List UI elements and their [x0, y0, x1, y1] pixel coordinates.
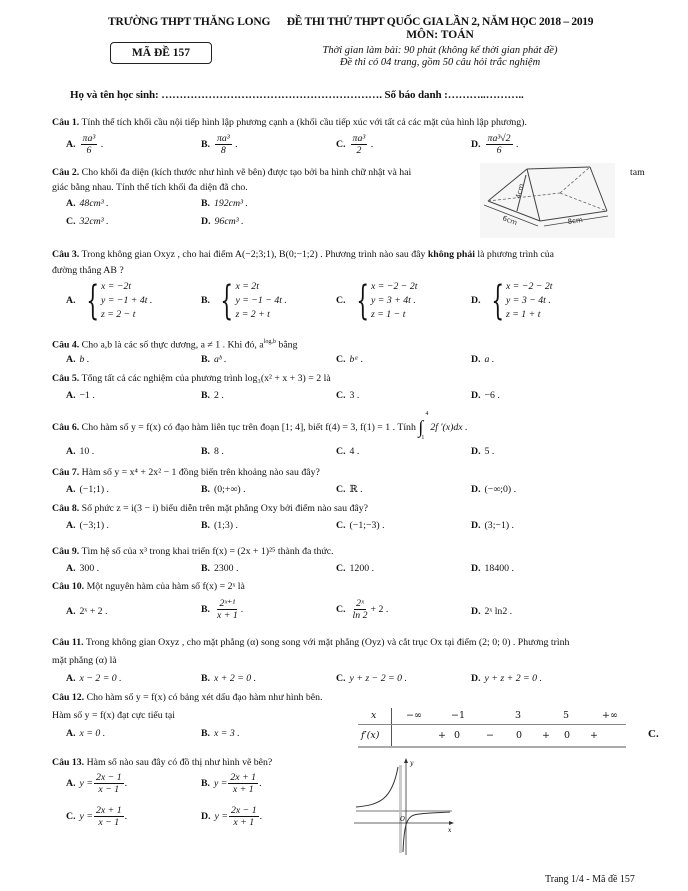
q4-option-c[interactable]: C. bᵃ . — [336, 354, 364, 365]
q9-option-d[interactable]: D. 18400 . — [471, 563, 514, 574]
q4-option-b[interactable]: B. aᵇ . — [201, 354, 227, 365]
question-4: Câu 4. Cho a,b là các số thực dương, a ≠ 1 . Khi đó, $a^{log_ab}$ bằng — [52, 339, 298, 351]
dim-label-6cm: 6cm — [501, 214, 519, 228]
q9-option-a[interactable]: A. 300 . — [66, 563, 100, 574]
curve-right-branch — [403, 812, 450, 852]
question-6: Câu 6. Cho hàm số y = f(x) có đạo hàm liên tục trên đoạn [1; 4], biết f(4) = 3, f(1) = 1 . Tính ∫ 4 1 2f ′(x)dx . — [52, 411, 468, 441]
q2-option-a[interactable]: A. 48cm³ . — [66, 198, 109, 209]
question-7: Câu 7. Hàm số y = x⁴ + 2x² − 1 đồng biến trên khoảng nào sau đây? — [52, 467, 320, 478]
exam-pages-info: Đề thi có 04 trang, gồm 50 câu hỏi trắc nghiệm — [339, 57, 541, 68]
q6-option-b[interactable]: B. 8 . — [201, 446, 224, 457]
dim-label-4cm: 4cm — [514, 182, 526, 200]
question-1: Câu 1. Tính thể tích khối cầu nội tiếp hình lập phương cạnh a (khối cầu tiếp xúc với tất cả các mặt của hình lập phương). — [52, 117, 527, 128]
q8-option-c[interactable]: C. (−1;−3) . — [336, 520, 385, 531]
question-2: Câu 2. Cho khối đa diện (kích thước như hình vẽ bên) được tạo bởi ba hình chữ nhật và hai — [52, 167, 412, 178]
q6-option-c[interactable]: C. 4 . — [336, 446, 360, 457]
q1-option-c[interactable]: C. $\frac{\text{πa³}}{2}$ . — [336, 133, 374, 156]
q3-option-d[interactable]: D. { x = −2 − 2t y = 3 − 4t . z = 1 + t — [471, 278, 553, 324]
q8-option-a[interactable]: A. (−3;1) . — [66, 520, 109, 531]
question-13: Câu 13. Hàm số nào sau đây có đồ thị như hình vẽ bên? — [52, 757, 273, 768]
q3-option-c[interactable]: C. { x = −2 − 2t y = 3 + 4t . z = 1 − t — [336, 278, 418, 324]
sign-table-x-value: −∞ — [406, 710, 422, 721]
sign-table-x-value: 3 — [515, 710, 522, 721]
q2-option-c[interactable]: C. 32cm³ . — [66, 216, 109, 227]
q4-option-a[interactable]: A. b . — [66, 354, 90, 365]
sign-table-fprime-label: f′(x) — [361, 730, 380, 741]
question-9: Câu 9. Tìm hệ số của x³ trong khai triển f(x) = (2x + 1)²⁵ thành đa thức. — [52, 546, 334, 557]
sign-table-rule — [358, 724, 626, 725]
q8-option-d[interactable]: D. (3;−1) . — [471, 520, 514, 531]
curve-left-branch — [356, 767, 398, 807]
q11-option-c[interactable]: C. y + z − 2 = 0 . — [336, 673, 407, 684]
q1-option-b[interactable]: B. $\frac{\text{πa³}}{8}$ . — [201, 133, 238, 156]
hyperbola-graph — [354, 755, 454, 855]
sign-table-sign: 0 — [454, 730, 461, 741]
sign-table-divider — [391, 708, 392, 747]
school-name: TRƯỜNG THPT THĂNG LONG — [108, 16, 271, 28]
q5-option-a[interactable]: A. −1 . — [66, 390, 95, 401]
q3-option-a[interactable]: A. { x = −2t y = −1 + 4t . z = 2 − t — [66, 278, 153, 324]
sign-table-x-value: +∞ — [602, 710, 618, 721]
student-info-line — [70, 89, 524, 101]
q5-option-b[interactable]: B. 2 . — [201, 390, 224, 401]
q13-option-b[interactable]: B. y = $\frac{2x + 1}{x + 1}$ . — [201, 772, 262, 795]
q1-option-a[interactable]: A. $\frac{\text{πa³}}{6}$ . — [66, 133, 104, 156]
q11-option-a[interactable]: A. x − 2 = 0 . — [66, 673, 122, 684]
q9-option-b[interactable]: B. 2300 . — [201, 563, 239, 574]
q1-option-d[interactable]: D. $\frac{\text{πa³√2}}{6}$ . — [471, 133, 519, 156]
exam-title: ĐỀ THI THỬ THPT QUỐC GIA LẦN 2, NĂM HỌC 2018 – 2019 — [286, 16, 594, 28]
question-3: Câu 3. Trong không gian Oxyz , cho hai điểm A(−2;3;1), B(0;−1;2) . Phương trình nào sau đây không phải là phương trình của — [52, 249, 555, 260]
origin-label: O — [400, 816, 405, 823]
prism-figure-bg — [480, 163, 615, 238]
question-11-line2: mặt phẳng (α) là — [52, 655, 117, 666]
sign-table-sign: 0 — [516, 730, 523, 741]
q11-option-b[interactable]: B. x + 2 = 0 . — [201, 673, 257, 684]
question-2-line2: giác bằng nhau. Tính thể tích khối đa diện đã cho. — [52, 182, 248, 193]
q12-option-c[interactable]: C. — [648, 728, 659, 740]
q2-option-d[interactable]: D. 96cm³ . — [201, 216, 244, 227]
q12-option-a[interactable]: A. x = 0 . — [66, 728, 106, 739]
q5-option-c[interactable]: C. 3 . — [336, 390, 360, 401]
exam-code-badge: MÃ ĐỀ 157 — [110, 42, 212, 64]
question-12-line2: Hàm số y = f(x) đạt cực tiểu tại — [52, 710, 175, 721]
sign-table-sign: + — [590, 730, 598, 741]
x-axis-label: x — [448, 827, 452, 834]
horizontal-asymptote — [356, 810, 452, 812]
question-5: Câu 5. Tổng tất cả các nghiệm của phương trình log₃(x² + x + 3) = 2 là — [52, 373, 331, 384]
sign-table-x-value: 5 — [563, 710, 570, 721]
q10-option-b[interactable]: B. $\frac{\text{2ˣ⁺¹}}{x + 1}$ . — [201, 598, 244, 621]
sign-table-bottom-rule — [358, 746, 626, 748]
question-3-line2: đường thẳng AB ? — [52, 265, 124, 276]
page-footer: Trang 1/4 - Mã đề 157 — [545, 874, 635, 885]
q4-option-d[interactable]: D. a . — [471, 354, 495, 365]
q2-option-b[interactable]: B. 192cm³ . — [201, 198, 248, 209]
q5-option-d[interactable]: D. −6 . — [471, 390, 500, 401]
q13-option-a[interactable]: A. y = $\frac{2x - 1}{x - 1}$ . — [66, 772, 128, 795]
sign-table-sign: 0 — [564, 730, 571, 741]
y-axis-label: y — [410, 760, 414, 767]
q9-option-c[interactable]: C. 1200 . — [336, 563, 375, 574]
sign-table-sign: + — [542, 730, 550, 741]
q10-option-a[interactable]: A. 2ˣ + 2 . — [66, 606, 108, 617]
sign-table-row-fprime — [358, 724, 626, 746]
question-11: Câu 11. Trong không gian Oxyz , cho mặt phẳng (α) song song với mặt phẳng (Oyz) và cắt trục Ox tại điểm (2; 0; 0) . Phương trình — [52, 637, 570, 648]
q7-option-d[interactable]: D. (−∞;0) . — [471, 484, 517, 495]
sign-table — [358, 708, 626, 746]
question-10: Câu 10. Một nguyên hàm của hàm số f(x) = 2ˣ là — [52, 581, 245, 592]
y-axis-arrow — [404, 758, 408, 763]
q6-option-a[interactable]: A. 10 . — [66, 446, 95, 457]
q6-option-d[interactable]: D. 5 . — [471, 446, 495, 457]
sign-table-sign: + — [438, 730, 446, 741]
sign-table-sign: − — [486, 730, 494, 741]
exam-subject: MÔN: TOÁN — [406, 29, 474, 41]
q7-option-b[interactable]: B. (0;+∞) . — [201, 484, 246, 495]
question-2-tail: tam — [630, 167, 645, 178]
sign-table-x-value: −1 — [451, 710, 466, 721]
question-8: Câu 8. Số phức z = i(3 − i) biểu diễn trên mặt phẳng Oxy bởi điểm nào sau đây? — [52, 503, 368, 514]
q8-option-b[interactable]: B. (1;3) . — [201, 520, 238, 531]
sign-table-x-label: x — [371, 710, 377, 721]
q13-option-c[interactable]: C. y = $\frac{2x + 1}{x - 1}$ . — [66, 805, 128, 828]
q7-option-a[interactable]: A. (−1;1) . — [66, 484, 109, 495]
student-id-field[interactable]: Số báo danh :………..……….. — [381, 89, 524, 101]
q12-option-b[interactable]: B. x = 3 . — [201, 728, 240, 739]
student-name-field[interactable]: Họ và tên học sinh: ……………………………………………………. — [70, 89, 382, 101]
sign-table-row-x — [358, 708, 626, 724]
prism-figure — [480, 163, 615, 238]
integral-sign: ∫ 4 1 — [418, 411, 429, 441]
vertical-asymptote — [399, 765, 402, 853]
q10-option-c[interactable]: C. $\frac{\text{2ˣ}}{\ln 2}$ + 2 . — [336, 598, 389, 621]
q11-option-d[interactable]: D. y + z + 2 = 0 . — [471, 673, 542, 684]
dim-label-8cm: 8cm — [567, 215, 584, 226]
exam-time: Thời gian làm bài: 90 phút (không kể thời gian phát đề) — [322, 45, 558, 56]
q7-option-c[interactable]: C. ℝ . — [336, 484, 363, 495]
question-12: Câu 12. Cho hàm số y = f(x) có bảng xét dấu đạo hàm như hình bên. — [52, 692, 323, 703]
q13-option-d[interactable]: D. y = $\frac{2x - 1}{x + 1}$ . — [201, 805, 263, 828]
x-axis-arrow — [449, 821, 454, 825]
q10-option-d[interactable]: D. 2ˣ ln2 . — [471, 606, 513, 617]
q3-option-b[interactable]: B. { x = 2t y = −1 − 4t . z = 2 + t — [201, 278, 287, 324]
